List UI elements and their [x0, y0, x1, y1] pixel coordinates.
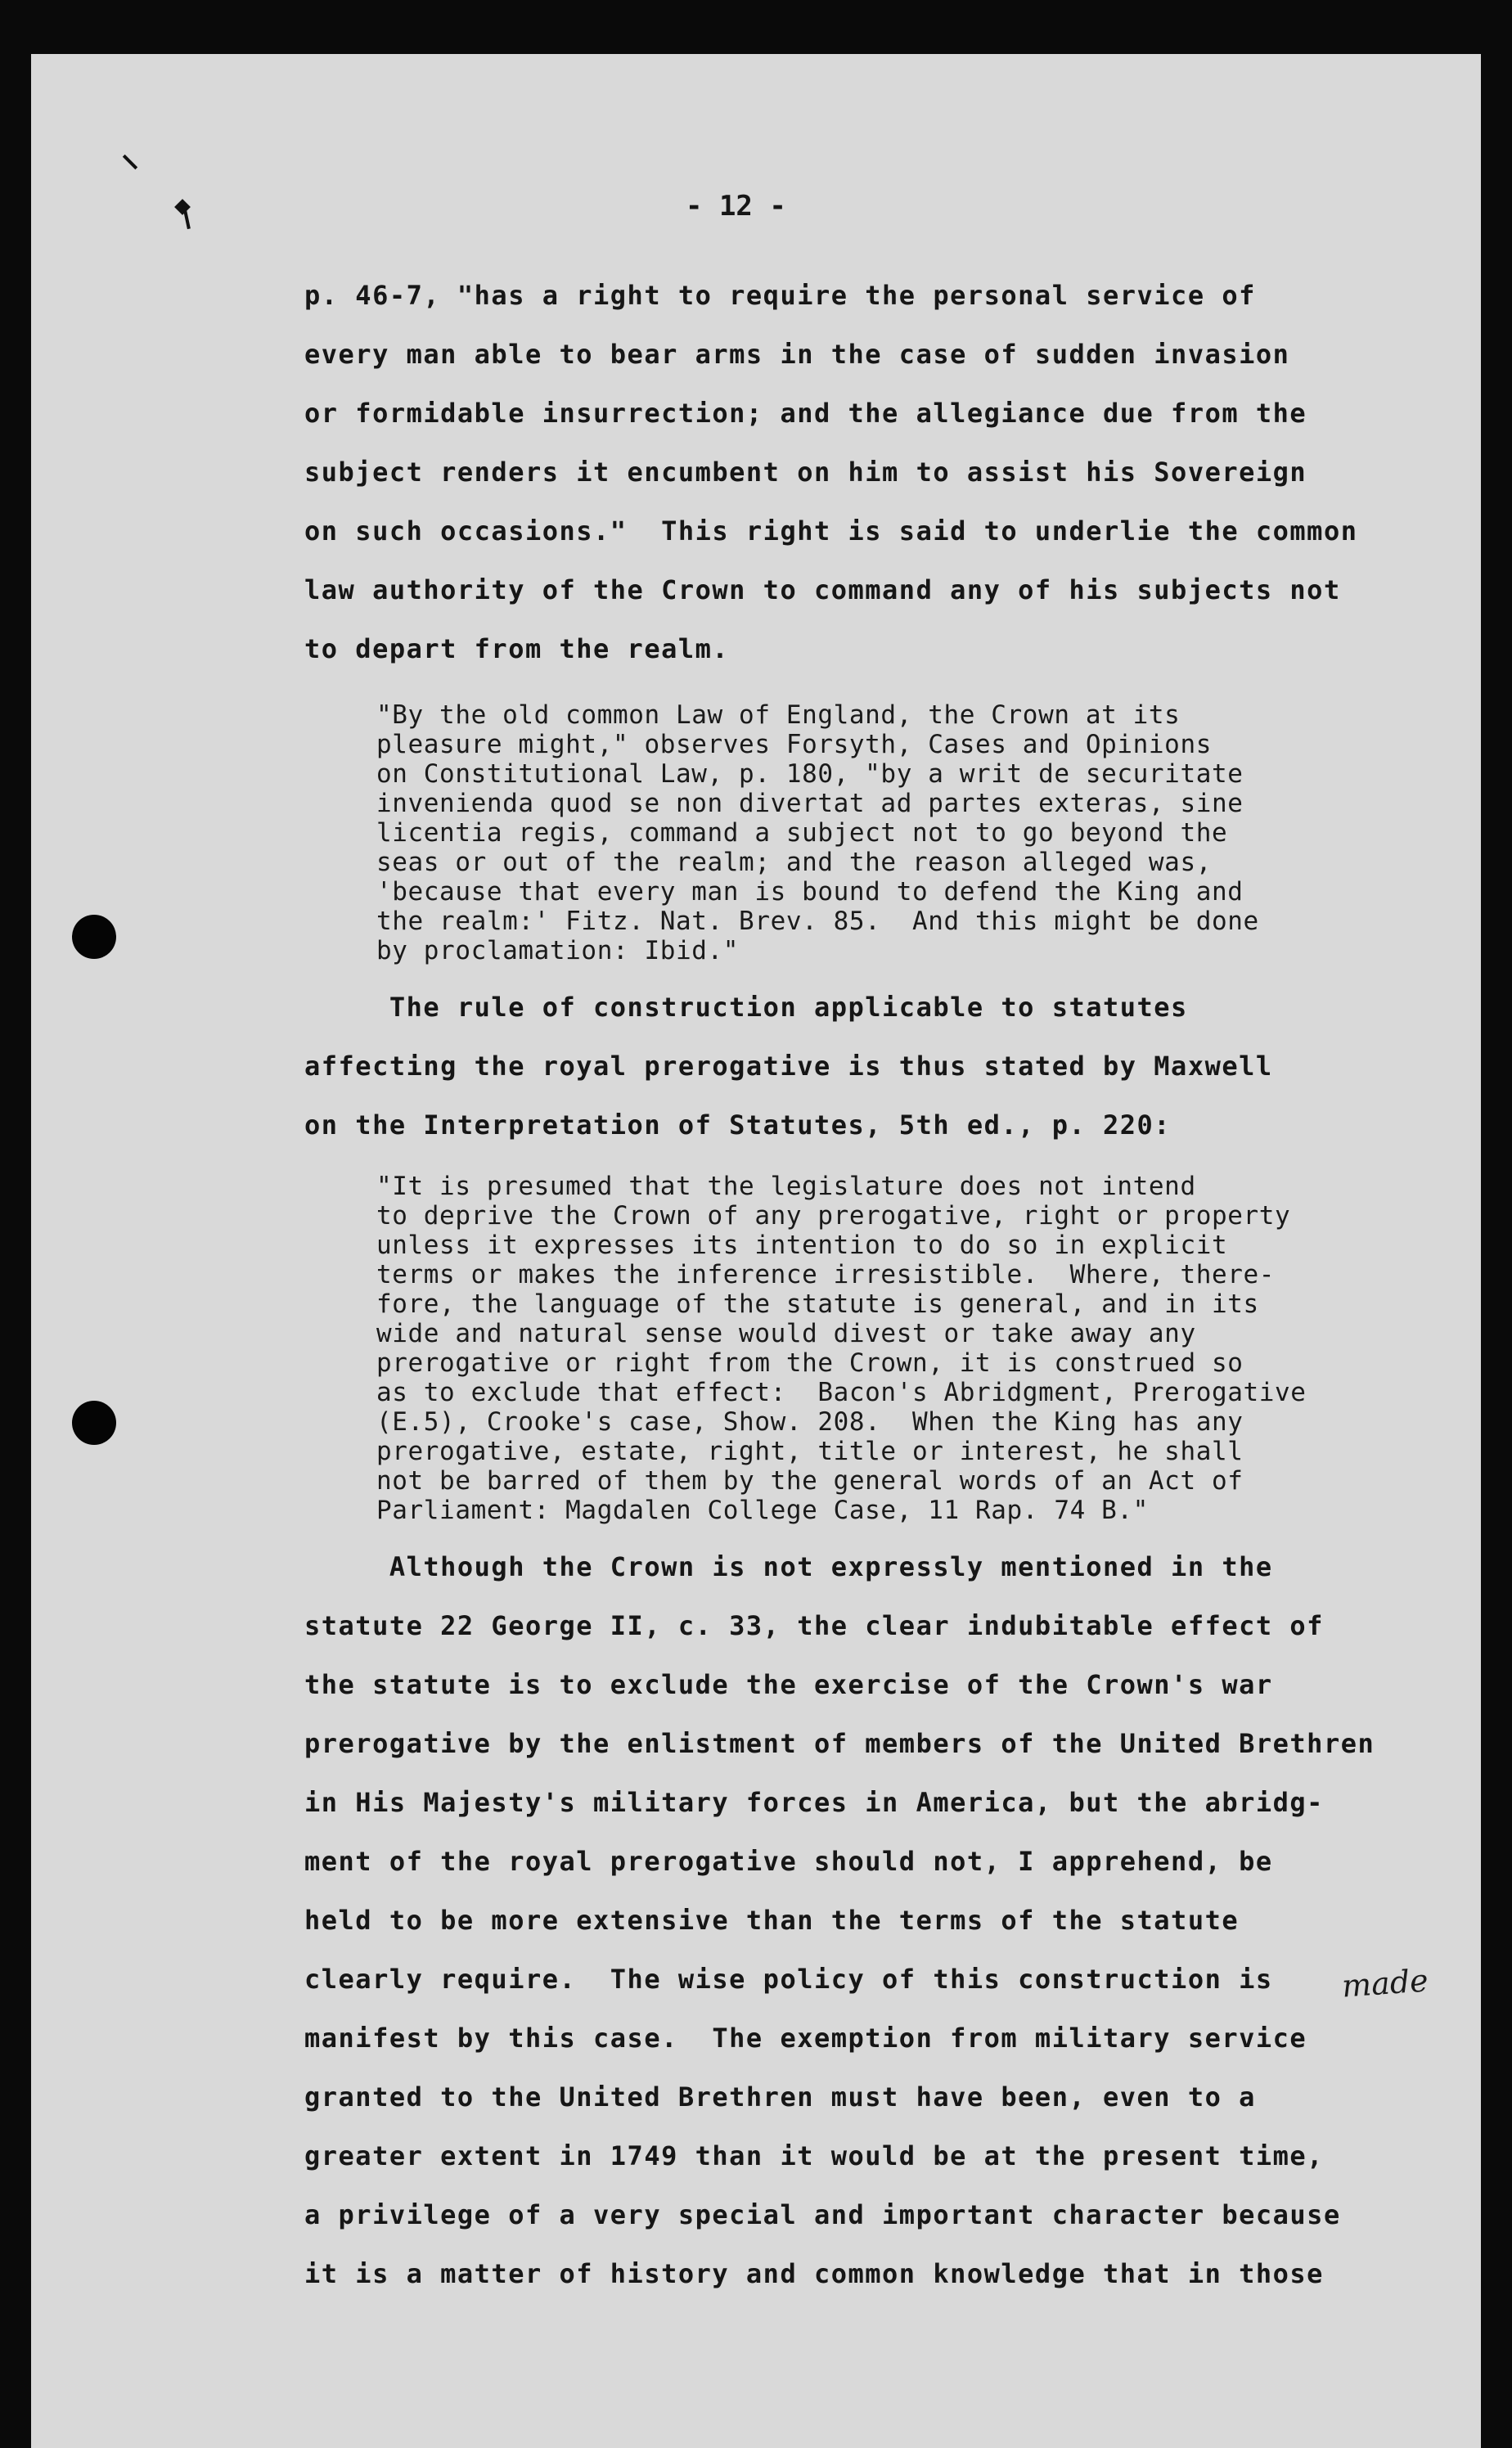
text-line: prerogative by the enlistment of members of the United Brethren	[304, 1728, 1375, 1759]
text-line: the statute is to exclude the exercise of the Crown's war	[304, 1669, 1273, 1700]
quote-line: the realm:' Fitz. Nat. Brev. 85. And this might be done	[376, 907, 1259, 936]
text-line: manifest by this case. The exemption from military service	[304, 2023, 1307, 2054]
quote-line: to deprive the Crown of any prerogative, right or property	[376, 1201, 1291, 1231]
quote-line: on Constitutional Law, p. 180, "by a writ de securitate	[376, 759, 1244, 789]
text-line: p. 46-7, "has a right to require the personal service of	[304, 280, 1256, 311]
handwritten-note: made	[1340, 1962, 1429, 2005]
quote-line: fore, the language of the statute is general, and in its	[376, 1289, 1259, 1319]
punch-hole	[72, 915, 116, 959]
text-line: granted to the United Brethren must have been, even to a	[304, 2081, 1256, 2113]
page-number: - 12 -	[686, 190, 786, 223]
quote-line: "By the old common Law of England, the Crown at its	[376, 700, 1181, 730]
text-line: affecting the royal prerogative is thus stated by Maxwell	[304, 1051, 1273, 1082]
text-line: ment of the royal prerogative should not, I apprehend, be	[304, 1846, 1273, 1877]
quote-line: as to exclude that effect: Bacon's Abridgment, Prerogative	[376, 1378, 1307, 1407]
quote-line: prerogative or right from the Crown, it is construed so	[376, 1348, 1244, 1378]
quote-line: licentia regis, command a subject not to go beyond the	[376, 818, 1228, 848]
text-line: or formidable insurrection; and the allegiance due from the	[304, 398, 1307, 429]
text-line: greater extent in 1749 than it would be at the present time,	[304, 2140, 1324, 2171]
quote-line: (E.5), Crooke's case, Show. 208. When the King has any	[376, 1407, 1244, 1437]
text-line: The rule of construction applicable to statutes	[304, 992, 1188, 1023]
quote-line: unless it expresses its intention to do so in explicit	[376, 1231, 1228, 1260]
text-line: held to be more extensive than the terms of the statute	[304, 1905, 1240, 1936]
quote-line: Parliament: Magdalen College Case, 11 Rap. 74 B."	[376, 1496, 1149, 1525]
quote-line: pleasure might," observes Forsyth, Cases and Opinions	[376, 730, 1212, 759]
text-line: to depart from the realm.	[304, 633, 730, 664]
text-line: every man able to bear arms in the case of sudden invasion	[304, 339, 1290, 370]
quote-line: terms or makes the inference irresistible. Where, there-	[376, 1260, 1276, 1289]
quote-line: "It is presumed that the legislature does not intend	[376, 1172, 1196, 1201]
text-line: on the Interpretation of Statutes, 5th ed., p. 220:	[304, 1109, 1172, 1141]
quote-line: by proclamation: Ibid."	[376, 936, 740, 965]
quote-line: prerogative, estate, right, title or interest, he shall	[376, 1437, 1244, 1466]
quote-line: seas or out of the realm; and the reason alleged was,	[376, 848, 1212, 877]
quote-line: invenienda quod se non divertat ad partes exteras, sine	[376, 789, 1244, 818]
text-line: Although the Crown is not expressly mentioned in the	[304, 1551, 1273, 1582]
punch-hole	[72, 1401, 116, 1445]
quote-line: wide and natural sense would divest or take away any	[376, 1319, 1196, 1348]
text-line: clearly require. The wise policy of this construction is	[304, 1964, 1273, 1995]
text-line: a privilege of a very special and important character because	[304, 2199, 1341, 2230]
text-line: it is a matter of history and common knowledge that in those	[304, 2258, 1324, 2289]
text-line: in His Majesty's military forces in America, but the abridg-	[304, 1787, 1324, 1818]
quote-line: 'because that every man is bound to defend the King and	[376, 877, 1244, 907]
text-line: statute 22 George II, c. 33, the clear indubitable effect of	[304, 1610, 1324, 1641]
text-line: law authority of the Crown to command any of his subjects not	[304, 574, 1341, 605]
quote-line: not be barred of them by the general words of an Act of	[376, 1466, 1244, 1496]
text-line: subject renders it encumbent on him to assist his Sovereign	[304, 457, 1307, 488]
text-line: on such occasions." This right is said to underlie the common	[304, 515, 1358, 547]
